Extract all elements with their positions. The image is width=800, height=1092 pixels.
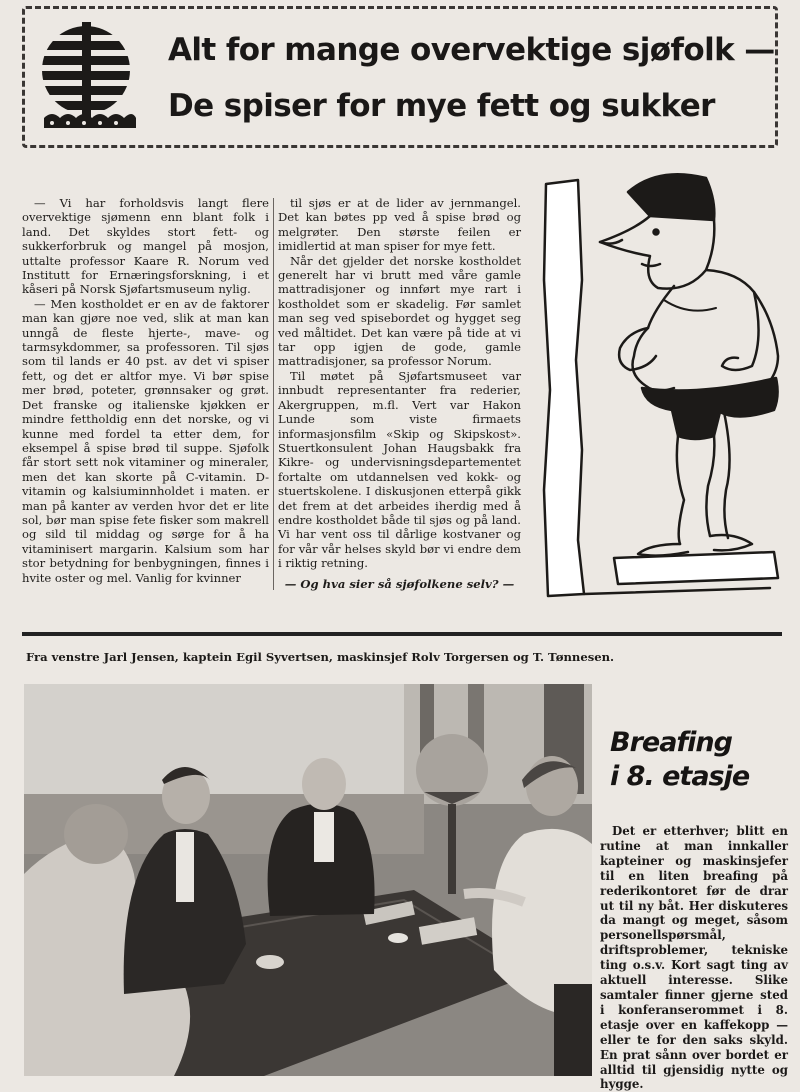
subheading-line-1: Breafing (610, 727, 732, 758)
column-divider (273, 198, 274, 590)
briefing-paragraph: Det er etterhver; blitt en rutine at man innkaller kapteiner og maskinsjefer til en liten breafing på rederikontoret før de drar ut til ny båt. Her diskuteres da mangt og meget, såsom personellspørsmål, driftsproblemer, tekniske ting o.s.v. Kort sagt ting av aktuell interesse. Slike samtaler finner gjerne sted i konferanserommet i 8. etasje over en kaffekopp — eller te for den saks skyld. En prat sånn over bordet er alltid til gjensidig nytte og hygge. (600, 824, 788, 1092)
meeting-room-photo (24, 684, 592, 1076)
subheading-line-2: i 8. etasje (610, 761, 750, 792)
article-paragraph: Når det gjelder det norske kostholdet generelt har vi brutt med våre gamle mattradisjoner og innført mye rart i kostholdet som er skadelig. Før samlet man seg ved spisebordet og hygget seg ved måltidet. Det kan være på tide at vi tar opp igjen de gode, gamle mattradisjoner, sa professor Norum. (278, 253, 521, 369)
section-divider (22, 632, 782, 636)
article-paragraph: — Vi har forholdsvis langt flere overvektige sjømenn enn blant folk i land. Det skyldes stort fett- og sukkerforbruk og mangel på mosjon, uttalte professor Kaare R. Norum ved Institutt for Ernæringsforskning, i et kåseri på Norsk Sjøfartsmuseum nylig. (22, 196, 269, 297)
lighthouse-emblem-icon (40, 20, 136, 132)
closing-line: — Og hva sier så sjøfolkene selv? — (284, 576, 515, 591)
overweight-sailor-on-scale-illustration (538, 160, 784, 600)
briefing-article (600, 824, 788, 1092)
headline-line-1: Alt for mange overvektige sjøfolk — (168, 32, 775, 68)
headline (168, 22, 775, 134)
subheading (610, 726, 790, 794)
photo-caption: Fra venstre Jarl Jensen, kaptein Egil Syvertsen, maskinsjef Rolv Torgersen og T. Tønnesen. (26, 650, 615, 664)
article-column-1 (22, 196, 269, 585)
article-paragraph: til sjøs er at de lider av jernmangel. Det kan bøtes pp ved å spise brød og melgrøter. Den største feilen er imidlertid at man spiser for mye fett. (278, 196, 521, 254)
article-paragraph: Til møtet på Sjøfartsmuseet var innbudt representanter fra rederier, Akergruppen, m.fl. Vert var Hakon Lunde som viste firmaets informasjonsfilm «Skip og Skipskost». Stuertkonsulent Johan Haugsbakk fra Kikre- og undervisningsdepartementet fortalte om utdannelsen ved kokk- og stuertskolene. I diskusjonen etterpå gikk det frem at det arbeides iherdig med å endre kostholdet både til sjøs og på land. Vi har vent oss til dårlige kostvaner og for vår vår helses skyld bør vi endre dem i riktig retning. (278, 368, 521, 571)
article-column-2 (278, 196, 521, 591)
article-paragraph: — Men kostholdet er en av de faktorer man kan gjøre noe ved, slik at man kan unngå de fleste hjerte-, mave- og tarmsykdommer, sa professoren. Til sjøs som til lands er 40 pst. av det vi spiser fett, og det er altfor mye. Vi bør spise mer brød, poteter, grønnsaker og grøt. Det franske og italienske kjøkken er mindre fettholdig enn det norske, og vi kunne med fordel ta etter dem, for eksempel å spise brød til suppe. Sjøfolk får stort sett nok vitaminer og mineraler, men det kan skorte på C-vitamin. D-vitamin og kalsiuminnholdet i maten. er man på kanter av verden hvor det er lite sol, bør man spise fete fisker som makrell og sild til middag og sørge for å ha vitaminisert margarin. Kalsium som har stor betydning for benbygningen, finnes i hvite oster og mel. Vanlig for kvinner (22, 296, 269, 585)
headline-line-2: De spiser for mye fett og sukker (168, 88, 715, 124)
